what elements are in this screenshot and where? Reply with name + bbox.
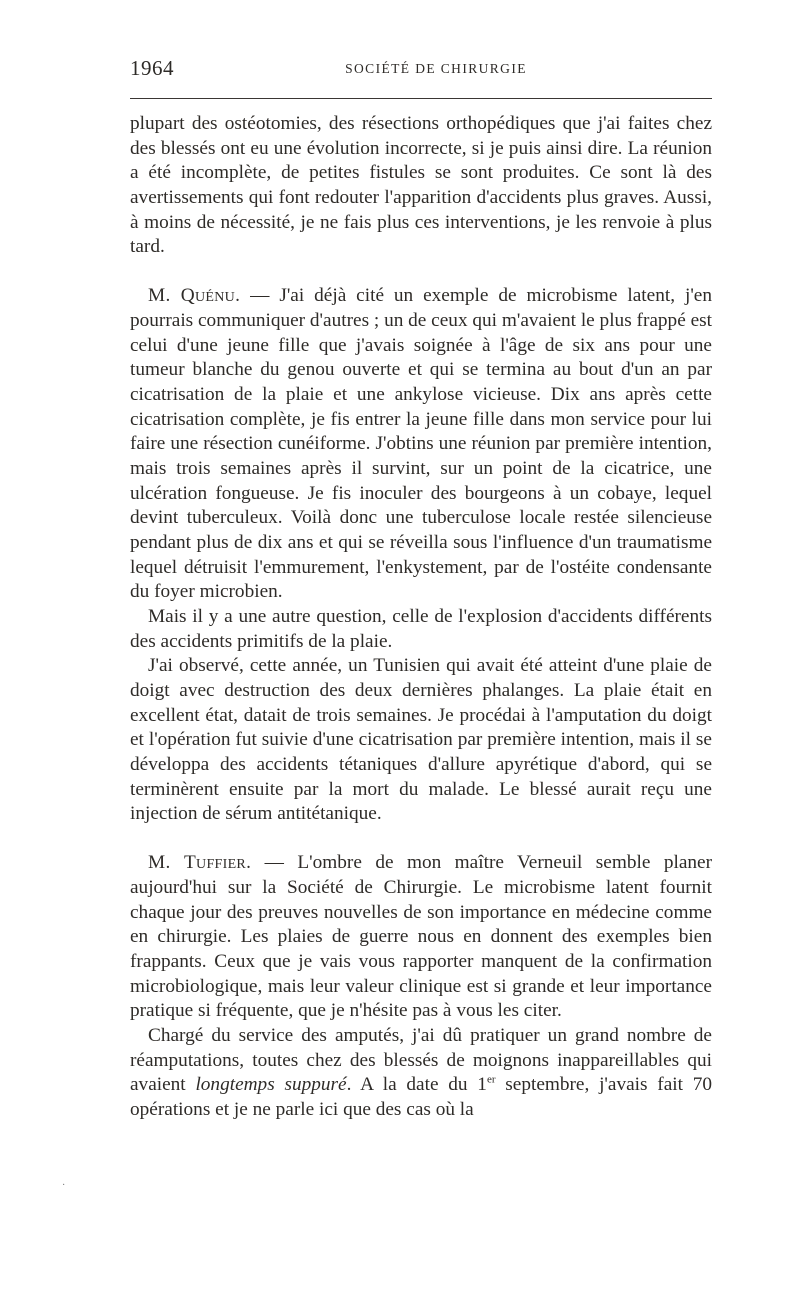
paragraph-text: . A la date du 1 [346, 1074, 487, 1096]
paragraph-quenu [130, 284, 712, 605]
body-text [130, 112, 712, 1123]
paragraph-tuffier [130, 851, 712, 1024]
italic-phrase: longtemps suppuré [195, 1074, 347, 1096]
paragraph-tunisien [130, 654, 712, 827]
margin-mark: · [62, 1180, 66, 1191]
paragraph-text: Chargé du service des amputés, j'ai dû pratiquer un grand nombre de réamputations, toutes chez des blessés de moignons inappareillables qui avaient [130, 1024, 712, 1096]
paragraph-text: — J'ai déjà cité un exemple de microbisme latent, j'en pourrais communiquer d'autres ; un de ceux qui m'avaient le plus frappé est celui d'une jeune fille que j'avais soignée à l'âge de six ans pour une tumeur blanche du genou ouverte et qui se termina au bout d'un an par cicatrisation de la plaie et une ankylose vicieuse. Dix ans après cette cicatrisation complète, je fis entrer la jeune fille dans mon service pour lui faire une résection cunéiforme. J'obtins une réunion par première intention, mais trois semaines après il survint, sur un point de la cicatrice, une ulcération fongueuse. Je fis inoculer des bourgeons à un cobaye, lequel devint tuberculeux. Voilà donc une tuberculose locale restée silencieuse pendant plus de dix ans et qui se réveilla sous l'influence d'un traumatisme lequel détruisit l'emmurement, l'enkystement, par de l'ostéite condensante du foyer microbien. [130, 285, 712, 603]
speaker-name: M. Quénu. [148, 285, 241, 307]
paragraph-text: plupart des ostéotomies, des résections orthopédiques que j'ai faites chez des blessés ont eu une évolution incorrecte, si je puis ainsi dire. La réunion a été incomplète, de petites fistules se sont produites. Ce sont là des avertissements qui font redouter l'apparition d'accidents plus graves. Aussi, à moins de nécessité, je ne fais plus ces interventions, je les renvoie à plus tard. [130, 113, 712, 258]
superscript: er [486, 1073, 496, 1086]
page-header [130, 56, 712, 90]
running-title: SOCIÉTÉ DE CHIRURGIE [345, 61, 527, 76]
paragraph-question [130, 605, 712, 654]
paragraph-text: Mais il y a une autre question, celle de l'explosion d'accidents différents des accidents primitifs de la plaie. [130, 605, 712, 652]
paragraph-continuation [130, 112, 712, 260]
speaker-name: M. Tuffier. [148, 852, 252, 874]
paragraph-text: J'ai observé, cette année, un Tunisien qui avait été atteint d'une plaie de doigt avec destruction des deux dernières phalanges. La plaie était en excellent état, datait de trois semaines. Je procédai à l'amputation du doigt et l'opération fut suivie d'une cicatrisation par première intention, mais il se développa des accidents tétaniques d'allure apyrétique d'abord, qui se terminèrent ensuite par la mort du malade. Le blessé aurait reçu une injection de sérum antitétanique. [130, 655, 712, 825]
paragraph-text: septembre, j'avais fait 70 opérations et je ne parle ici que des cas où la [130, 1074, 713, 1120]
paragraph-amputes [130, 1024, 712, 1123]
header-rule [130, 98, 712, 99]
paragraph-text: — L'ombre de mon maître Verneuil semble planer aujourd'hui sur la Société de Chirurgie. Le microbisme latent fournit chaque jour des preuves nouvelles de son importance en médecine comme en chirurgie. Les plaies de guerre nous en donnent des exemples bien frappants. Ceux que je vais vous rapporter manquent de la confirmation microbiologique, mais leur valeur clinique est si grande et leur importance pratique si fréquente, que je n'hésite pas à vous les citer. [130, 852, 712, 1022]
page-number: 1964 [130, 56, 174, 80]
